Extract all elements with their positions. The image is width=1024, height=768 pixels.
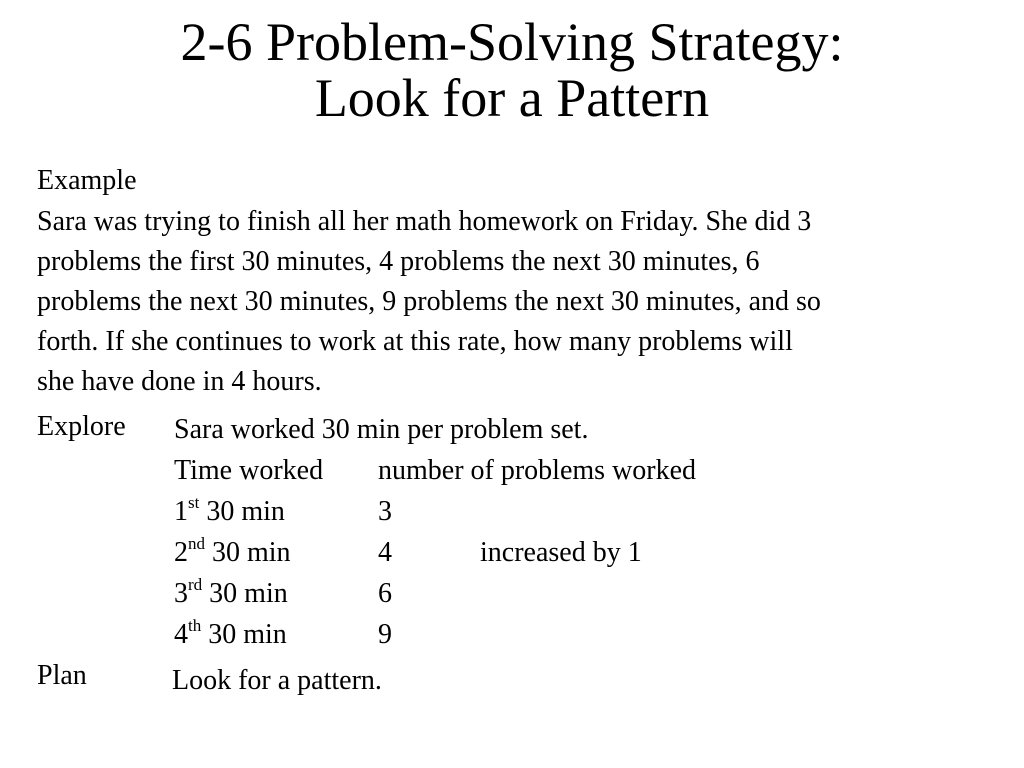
- explore-label: Explore: [37, 411, 126, 442]
- ordinal-suffix: th: [188, 615, 202, 635]
- pattern-note: increased by 1: [480, 537, 642, 568]
- problems-cell: 6: [378, 578, 392, 609]
- time-cell: [174, 532, 291, 573]
- time-ordinal: 4: [174, 619, 188, 650]
- problem-line: Sara was trying to finish all her math homework on Friday. She did 3: [37, 206, 812, 237]
- example-label: Example: [37, 165, 137, 196]
- header-problems-worked: number of problems worked: [378, 455, 697, 486]
- explore-intro: Sara worked 30 min per problem set.: [174, 414, 589, 445]
- ordinal-suffix: st: [188, 492, 200, 512]
- time-ordinal: 3: [174, 578, 188, 609]
- problems-cell: 9: [378, 619, 392, 650]
- header-time-worked: Time worked: [174, 455, 324, 486]
- example-problem-text: [37, 202, 997, 402]
- problem-line: problems the next 30 minutes, 9 problems the next 30 minutes, and so: [37, 286, 821, 317]
- problem-line: forth. If she continues to work at this rate, how many problems will: [37, 326, 793, 357]
- slide-title: [0, 14, 1024, 126]
- time-rest: 30 min: [205, 537, 291, 568]
- time-cell: [174, 573, 288, 614]
- ordinal-suffix: nd: [188, 533, 205, 553]
- problem-line: problems the first 30 minutes, 4 problems the next 30 minutes, 6: [37, 246, 760, 277]
- plan-label: Plan: [37, 660, 87, 691]
- plan-text: Look for a pattern.: [172, 665, 382, 696]
- problem-line: she have done in 4 hours.: [37, 366, 322, 397]
- slide-title-line-1: 2-6 Problem-Solving Strategy:: [180, 12, 844, 72]
- time-rest: 30 min: [202, 578, 288, 609]
- time-cell: [174, 614, 287, 655]
- time-cell: [174, 491, 285, 532]
- time-ordinal: 2: [174, 537, 188, 568]
- time-ordinal: 1: [174, 496, 188, 527]
- problems-cell: 3: [378, 496, 392, 527]
- problems-cell: 4: [378, 537, 392, 568]
- ordinal-suffix: rd: [188, 574, 203, 594]
- time-rest: 30 min: [201, 619, 287, 650]
- slide-title-line-2: Look for a Pattern: [314, 68, 710, 128]
- time-rest: 30 min: [199, 496, 285, 527]
